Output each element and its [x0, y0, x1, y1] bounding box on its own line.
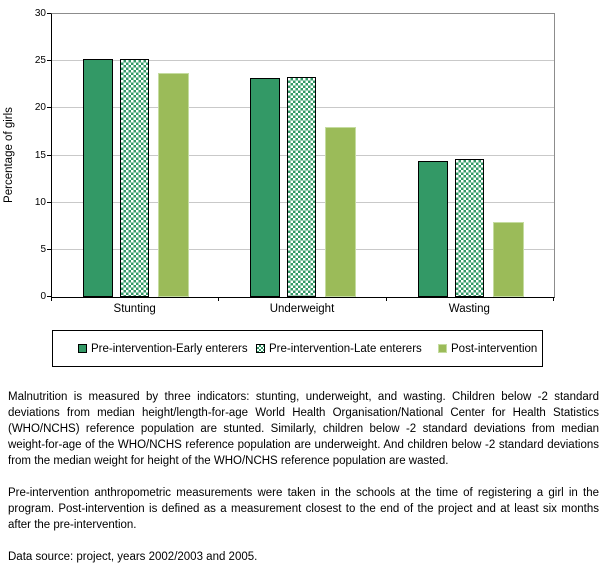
note-data-source: Data source: project, years 2002/2003 and 2005. — [8, 551, 258, 563]
y-tick-mark — [47, 60, 51, 61]
y-tick-mark — [47, 155, 51, 156]
legend — [52, 330, 543, 367]
bar-solid — [83, 59, 113, 297]
y-tick-label: 10 — [34, 196, 46, 208]
y-tick-label: 0 — [40, 291, 46, 302]
y-tick-label: 5 — [40, 243, 46, 255]
bar-light — [493, 222, 524, 297]
y-tick-mark — [47, 202, 51, 203]
note-definitions: Malnutrition is measured by three indicators: stunting, underweight, and wasting. Children below -2 standard deviations from median height/length-for-age World Health Organisation/National Center for Health Statistics (WHO/NCHS) reference population are stunted. Similarly, children below -2 standard deviations from median weight-for-age of the WHO/NCHS reference population are underweight. And children below -2 standard deviations from the median weight for height of the WHO/NCHS reference population are wasted. — [8, 391, 599, 467]
x-tick-mark — [51, 297, 52, 301]
x-tick-mark — [553, 297, 554, 301]
bar-group-stunting — [52, 14, 219, 297]
x-category-label: Wasting — [448, 303, 490, 315]
legend-item-pattern — [256, 331, 422, 366]
y-tick-label: 25 — [34, 55, 46, 67]
y-tick-mark — [47, 249, 51, 250]
bar-pattern — [287, 77, 316, 297]
legend-swatch-solid-icon — [78, 344, 87, 353]
y-tick-label: 15 — [34, 149, 46, 161]
plot-area — [51, 13, 555, 298]
y-axis-title: Percentage of girls — [3, 107, 15, 203]
legend-item-light — [438, 331, 537, 366]
bar-group-underweight — [219, 14, 386, 297]
x-category-label: Underweight — [269, 303, 335, 315]
legend-label: Pre-intervention-Early enterers — [91, 342, 248, 355]
legend-swatch-pattern-icon — [256, 344, 265, 353]
bar-pattern — [455, 159, 484, 297]
bar-light — [158, 73, 189, 297]
x-category-label: Stunting — [113, 303, 156, 315]
legend-swatch-light-icon — [438, 344, 447, 353]
y-tick-mark — [47, 107, 51, 108]
bar-group-wasting — [387, 14, 554, 297]
bar-solid — [250, 78, 280, 297]
y-tick-mark — [47, 13, 51, 14]
notes — [8, 389, 599, 572]
x-tick-mark — [218, 297, 219, 301]
x-tick-mark — [386, 297, 387, 301]
y-tick-label: 20 — [34, 102, 46, 114]
note-measurement: Pre-intervention anthropometric measurements were taken in the schools at the time of registering a girl in the program. Post-intervention is defined as a measurement closest to the end of the project and at least six months after the pre-intervention. — [8, 487, 599, 531]
legend-label: Pre-intervention-Late enterers — [269, 342, 422, 355]
y-tick-label: 30 — [34, 8, 46, 19]
legend-item-solid — [78, 331, 248, 366]
bar-pattern — [120, 59, 149, 297]
legend-label: Post-intervention — [451, 342, 538, 355]
bar-light — [325, 127, 356, 297]
bar-solid — [418, 161, 448, 297]
bar-groups — [52, 14, 554, 297]
